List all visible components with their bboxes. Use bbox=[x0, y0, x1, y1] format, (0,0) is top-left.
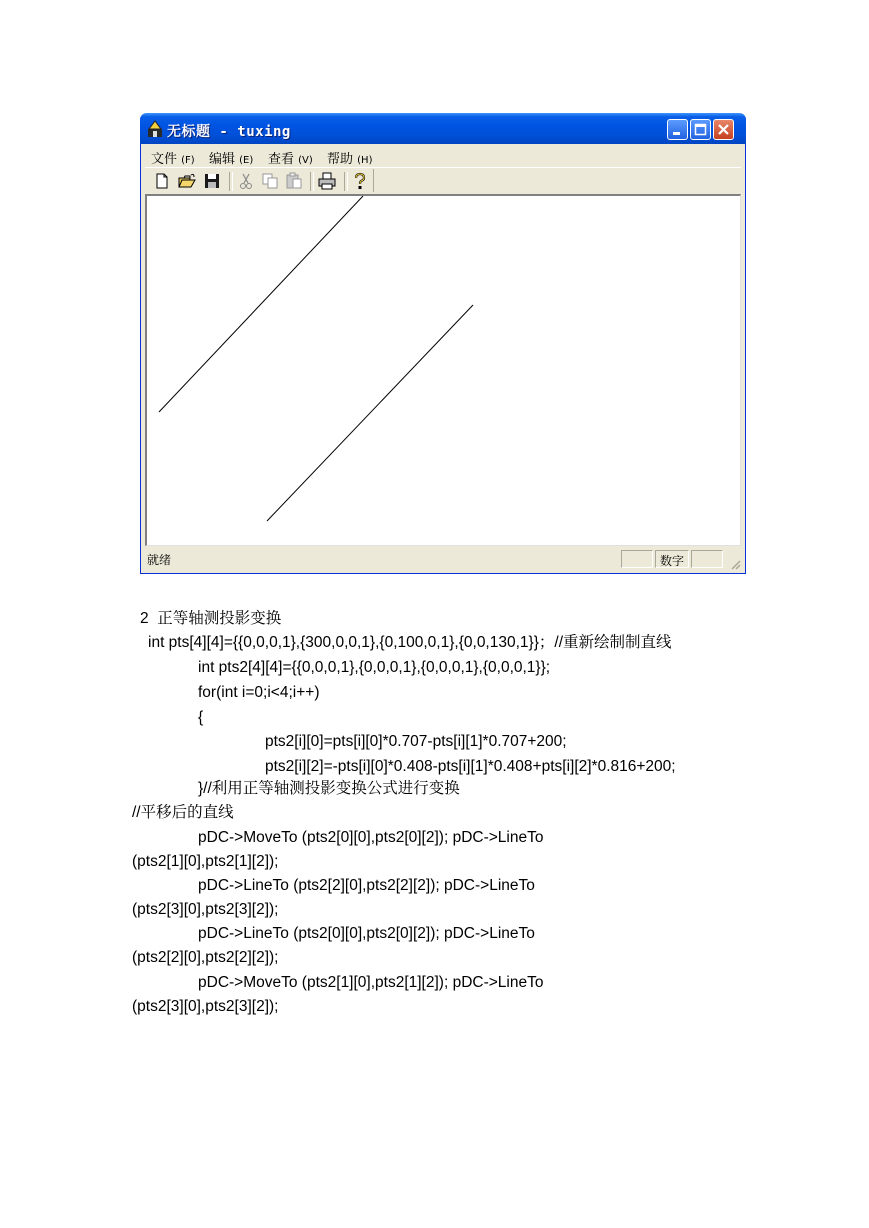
app-icon bbox=[146, 120, 164, 138]
code-line: { bbox=[198, 709, 204, 726]
cut-scissors-icon[interactable] bbox=[237, 172, 255, 190]
minimize-button[interactable] bbox=[667, 119, 688, 140]
status-num-indicator: 数字 bbox=[655, 550, 689, 568]
maximize-button[interactable] bbox=[690, 119, 711, 140]
drawn-lines bbox=[147, 196, 741, 546]
code-comment: //平移后的直线 bbox=[132, 804, 234, 821]
menu-bar bbox=[145, 146, 741, 165]
code-line: int pts2[4][4]={{0,0,0,1},{0,0,0,1},{0,0,0,1},{0,0,0,1}}; bbox=[198, 659, 551, 676]
status-ready: 就绪 bbox=[147, 553, 172, 567]
close-button[interactable] bbox=[713, 119, 734, 140]
minimize-icon bbox=[668, 120, 687, 139]
code-line: for(int i=0;i<4;i++) bbox=[198, 684, 320, 701]
code-line: pts2[i][2]=-pts[i][0]*0.408-pts[i][1]*0.408+pts[i][2]*0.816+200; bbox=[265, 758, 676, 775]
code-line: pDC->LineTo (pts2[0][0],pts2[0][2]); pDC->LineTo bbox=[198, 925, 535, 942]
drawing-canvas[interactable] bbox=[145, 194, 741, 546]
drawn-line-1 bbox=[159, 196, 363, 412]
menu-view[interactable]: 查看 (V) bbox=[268, 152, 313, 167]
code-line: (pts2[1][0],pts2[1][2]); bbox=[132, 853, 279, 870]
menu-edit[interactable]: 编辑 (E) bbox=[209, 152, 254, 167]
drawn-line-2 bbox=[267, 305, 473, 521]
menu-file[interactable]: 文件 (F) bbox=[151, 152, 195, 167]
resize-grip-icon[interactable] bbox=[729, 558, 741, 570]
code-line: (pts2[3][0],pts2[3][2]); bbox=[132, 998, 279, 1015]
code-line: pDC->MoveTo (pts2[1][0],pts2[1][2]); pDC->LineTo bbox=[198, 974, 544, 991]
code-line: pts2[i][0]=pts[i][0]*0.707-pts[i][1]*0.707+200; bbox=[265, 733, 567, 750]
paste-icon[interactable] bbox=[285, 172, 303, 190]
status-pane-empty bbox=[621, 550, 653, 568]
code-line: pDC->MoveTo (pts2[0][0],pts2[0][2]); pDC->LineTo bbox=[198, 829, 544, 846]
toolbar bbox=[145, 167, 741, 195]
save-disk-icon[interactable] bbox=[203, 172, 221, 190]
menu-help[interactable]: 帮助 (H) bbox=[327, 152, 373, 167]
maximize-icon bbox=[691, 120, 710, 139]
title-bar[interactable] bbox=[140, 113, 746, 144]
close-icon bbox=[714, 120, 733, 139]
window-title: 无标题 - tuxing bbox=[167, 124, 291, 140]
copy-icon[interactable] bbox=[261, 172, 279, 190]
app-window-screenshot bbox=[140, 113, 746, 574]
section-heading: 2 正等轴测投影变换 bbox=[140, 610, 282, 627]
new-file-icon[interactable] bbox=[153, 172, 171, 190]
code-line: }//利用正等轴测投影变换公式进行变换 bbox=[198, 780, 460, 797]
code-line: pDC->LineTo (pts2[2][0],pts2[2][2]); pDC->LineTo bbox=[198, 877, 535, 894]
help-question-icon[interactable] bbox=[351, 172, 369, 190]
open-folder-icon[interactable] bbox=[178, 172, 196, 190]
print-icon[interactable] bbox=[318, 172, 336, 190]
code-line: (pts2[3][0],pts2[3][2]); bbox=[132, 901, 279, 918]
status-bar bbox=[145, 548, 741, 570]
code-line: (pts2[2][0],pts2[2][2]); bbox=[132, 949, 279, 966]
status-pane-empty-2 bbox=[691, 550, 723, 568]
code-line: int pts[4][4]={{0,0,0,1},{300,0,0,1},{0,100,0,1},{0,0,130,1}}；//重新绘制制直线 bbox=[148, 634, 672, 651]
